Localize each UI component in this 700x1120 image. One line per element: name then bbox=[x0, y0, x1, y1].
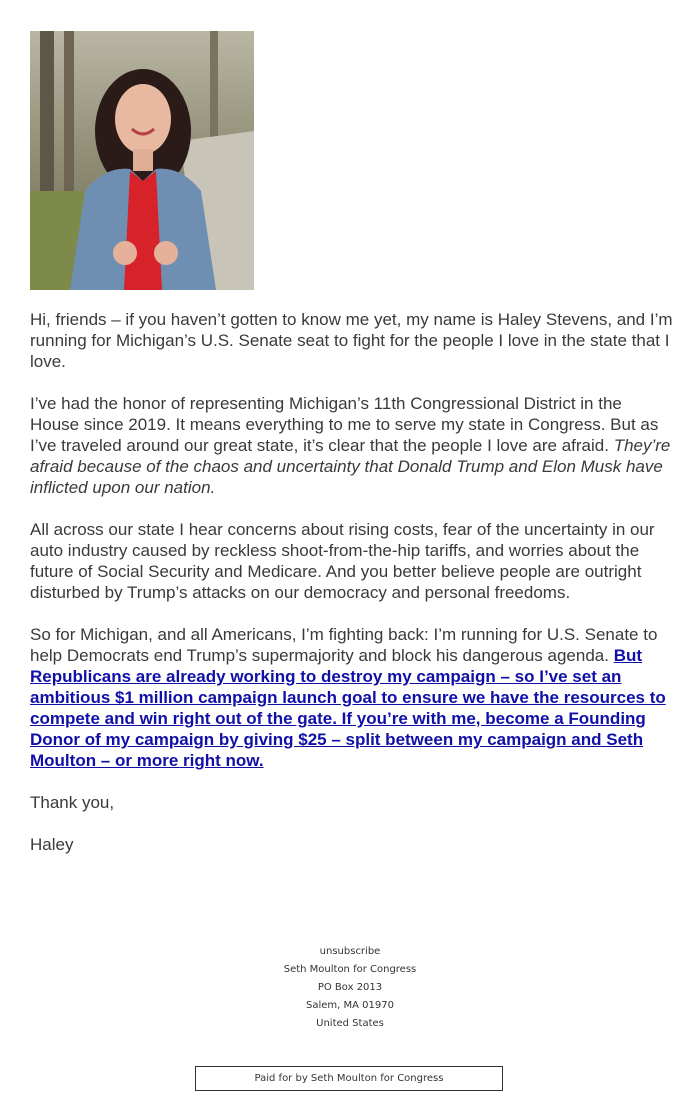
signature: Haley bbox=[30, 835, 74, 854]
paragraph-background-text: I’ve had the honor of representing Michigan’s 11th Congressional District in the House since 2019. It means everything to me to serve my state in Congress. But as I’ve traveled around our great state, it’s clear that the people I love are afraid. bbox=[30, 394, 659, 455]
donate-link[interactable]: But Republicans are already working to destroy my campaign – so I’ve set an ambitious $1 million campaign launch goal to ensure we have the resources to compete and win right out of the gate. If you’re with me, become a Founding Donor of my campaign by giving $25 – split between my campaign and Seth Moulton – or more right now. bbox=[30, 646, 666, 770]
portrait-photo bbox=[30, 31, 254, 290]
unsubscribe-link[interactable]: unsubscribe bbox=[319, 946, 381, 957]
email-body bbox=[30, 31, 675, 876]
paragraph-appeal bbox=[30, 624, 675, 771]
paragraph-intro: Hi, friends – if you haven’t gotten to know me yet, my name is Haley Stevens, and I’m running for Michigan’s U.S. Senate seat to fight for the people I love in the state that I love. bbox=[30, 310, 673, 371]
closing-line: Thank you, bbox=[30, 793, 115, 812]
paragraph-appeal-text: So for Michigan, and all Americans, I’m fighting back: I’m running for U.S. Senate to help Democrats end Trump’s supermajority and block his dangerous agenda. bbox=[30, 625, 658, 665]
footer-country: United States bbox=[316, 1018, 384, 1029]
footer-address-line1: PO Box 2013 bbox=[317, 982, 383, 993]
footer bbox=[0, 943, 700, 1033]
paid-for-disclaimer: Paid for by Seth Moulton for Congress bbox=[195, 1066, 503, 1091]
footer-org: Seth Moulton for Congress bbox=[283, 964, 417, 975]
paragraph-background-emphasis: They’re afraid because of the chaos and uncertainty that Donald Trump and Elon Musk have inflicted upon our nation. bbox=[30, 436, 671, 497]
paragraph-concerns: All across our state I hear concerns about rising costs, fear of the uncertainty in our auto industry caused by reckless shoot-from-the-hip tariffs, and worries about the future of Social Security and Medicare. And you better believe people are outright disturbed by Trump’s attacks on our democracy and personal freedoms. bbox=[30, 520, 655, 602]
footer-address-line2: Salem, MA 01970 bbox=[306, 1000, 394, 1011]
paragraph-background bbox=[30, 393, 675, 498]
